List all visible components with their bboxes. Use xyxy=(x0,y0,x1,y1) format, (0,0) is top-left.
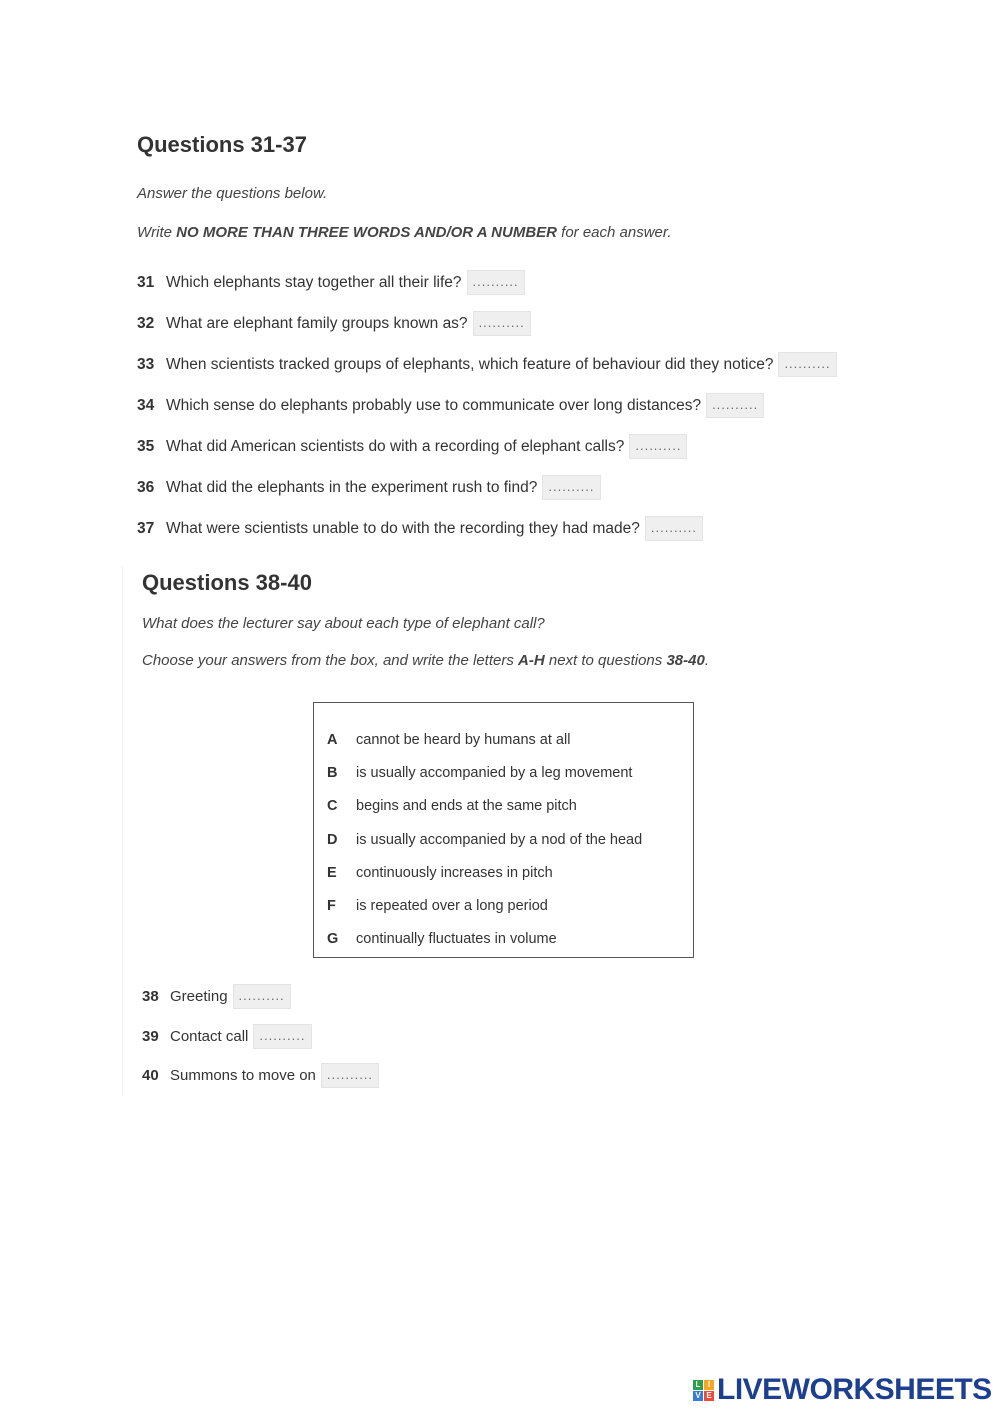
question-34: 34 Which sense do elephants probably use to communicate over long distances? .......... xyxy=(137,385,897,426)
answer-gap-35[interactable]: .......... xyxy=(629,434,687,459)
answer-gap-36[interactable]: .......... xyxy=(542,475,600,500)
answer-gap-34[interactable]: .......... xyxy=(706,393,764,418)
question-31: 31 Which elephants stay together all their life? .......... xyxy=(137,262,897,303)
question-35: 35 What did American scientists do with a recording of elephant calls? .......... xyxy=(137,426,897,467)
question-36: 36 What did the elephants in the experiment rush to find? .......... xyxy=(137,467,897,508)
question-32: 32 What are elephant family groups known as? .......... xyxy=(137,303,897,344)
instruction-word-limit: Write NO MORE THAN THREE WORDS AND/OR A NUMBER for each answer. xyxy=(137,224,672,241)
answer-gap-32[interactable]: .......... xyxy=(473,311,531,336)
question-33: 33 When scientists tracked groups of elephants, which feature of behaviour did they notice? .......... xyxy=(137,344,897,385)
instruction-answer: Answer the questions below. xyxy=(137,185,328,202)
instruction-choose: Choose your answers from the box, and write the letters A-H next to questions 38-40. xyxy=(142,652,709,669)
question-list xyxy=(137,262,897,549)
option-e: E continuously increases in pitch xyxy=(327,864,553,881)
option-c: C begins and ends at the same pitch xyxy=(327,798,577,815)
question-40: 40 Summons to move on .......... xyxy=(142,1056,379,1096)
logo-letter: V xyxy=(693,1391,703,1401)
logo-letter: E xyxy=(704,1391,714,1401)
liveworksheets-brand xyxy=(693,1373,992,1407)
question-39: 39 Contact call .......... xyxy=(142,1017,379,1057)
section-questions-31-37 xyxy=(137,128,897,549)
logo-letter: I xyxy=(704,1380,714,1390)
option-a: A cannot be heard by humans at all xyxy=(327,731,571,748)
instruction-question: What does the lecturer say about each type of elephant call? xyxy=(142,615,545,632)
matching-question-list xyxy=(142,977,379,1096)
section-questions-38-40 xyxy=(122,566,823,1096)
answer-gap-33[interactable]: .......... xyxy=(778,352,836,377)
question-37: 37 What were scientists unable to do with the recording they had made? .......... xyxy=(137,508,897,549)
answer-gap-39[interactable]: .......... xyxy=(253,1024,311,1049)
option-g: G continually fluctuates in volume xyxy=(327,931,557,948)
logo-letter: L xyxy=(693,1380,703,1390)
option-b: B is usually accompanied by a leg movement xyxy=(327,764,633,781)
answer-gap-31[interactable]: .......... xyxy=(467,270,525,295)
options-box xyxy=(313,702,694,958)
answer-gap-38[interactable]: .......... xyxy=(233,984,291,1009)
liveworksheets-logo-icon xyxy=(693,1380,714,1401)
section-title: Questions 31-37 xyxy=(137,132,307,157)
option-d: D is usually accompanied by a nod of the head xyxy=(327,831,643,848)
question-38: 38 Greeting .......... xyxy=(142,977,379,1017)
answer-gap-40[interactable]: .......... xyxy=(321,1063,379,1088)
option-f: F is repeated over a long period xyxy=(327,898,548,915)
section-title: Questions 38-40 xyxy=(142,570,312,595)
brand-text: LIVEWORKSHEETS xyxy=(717,1373,992,1406)
answer-gap-37[interactable]: .......... xyxy=(645,516,703,541)
